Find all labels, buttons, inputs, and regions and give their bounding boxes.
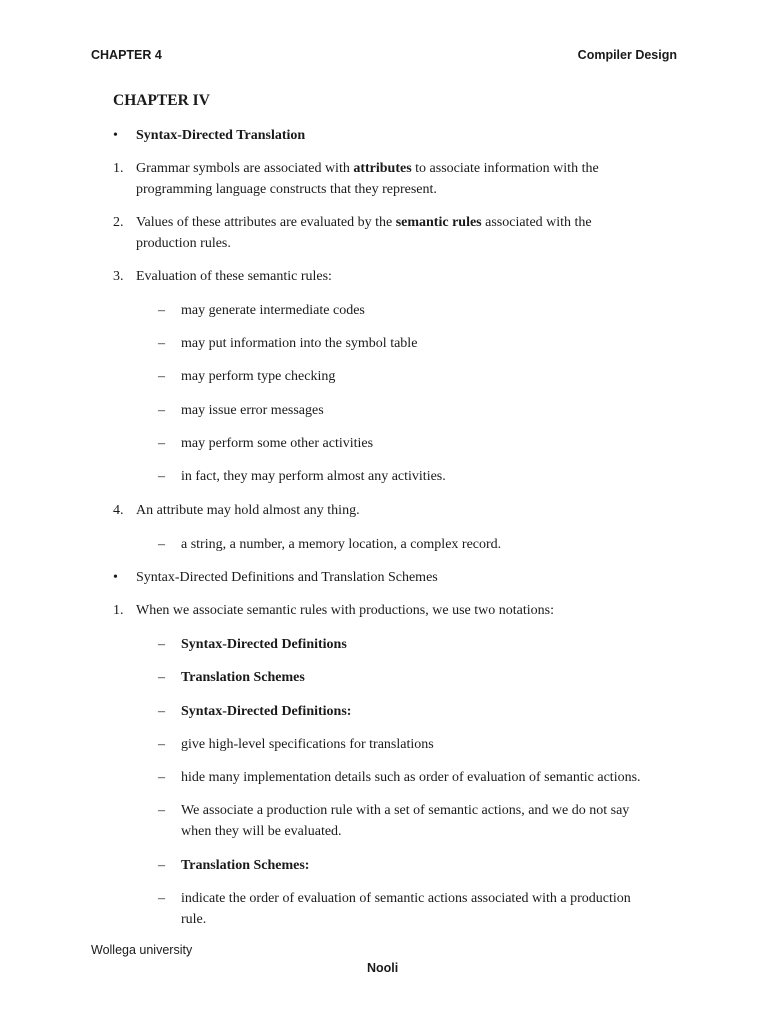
footer-university: Wollega university (91, 943, 193, 957)
bullet: • (113, 128, 118, 143)
sub-item-text: hide many implementation details such as order of evaluation of semantic actions. (181, 770, 641, 785)
footer-author: Nooli (367, 961, 399, 975)
dash: – (158, 670, 165, 685)
sub-item-text: rule. (181, 912, 207, 927)
list-number: 4. (113, 503, 124, 518)
dash: – (158, 403, 165, 418)
dash: – (158, 770, 165, 785)
bold-term: semantic rules (395, 215, 482, 230)
sub-item-text: Translation Schemes (181, 670, 305, 685)
dash: – (158, 469, 165, 484)
list-number: 1. (113, 161, 124, 176)
sub-item-text: may put information into the symbol table (181, 336, 418, 351)
dash: – (158, 436, 165, 451)
list-text: An attribute may hold almost any thing. (136, 503, 360, 518)
dash: – (158, 891, 165, 906)
text-run: Values of these attributes are evaluated by the (136, 215, 396, 230)
dash: – (158, 704, 165, 719)
bullet: • (113, 570, 118, 585)
bold-term: attributes (353, 161, 412, 176)
sub-item-text: Translation Schemes: (181, 858, 310, 873)
dash: – (158, 336, 165, 351)
dash: – (158, 369, 165, 384)
list-text (136, 212, 592, 233)
sub-item-text: may generate intermediate codes (181, 303, 365, 318)
sub-item-text: We associate a production rule with a set of semantic actions, and we do not say (181, 803, 630, 818)
dash: – (158, 803, 165, 818)
header-course: Compiler Design (577, 48, 677, 62)
list-number: 2. (113, 215, 124, 230)
sub-item-text: Syntax-Directed Definitions (181, 637, 347, 652)
sub-item-text: in fact, they may perform almost any activities. (181, 469, 446, 484)
dash: – (158, 737, 165, 752)
list-text (136, 158, 599, 179)
header-chapter: CHAPTER 4 (91, 48, 162, 62)
sub-item-text: may perform some other activities (181, 436, 374, 451)
sub-item-text: may perform type checking (181, 369, 336, 384)
sub-item-text: give high-level specifications for translations (181, 737, 434, 752)
dash: – (158, 303, 165, 318)
sub-item-text: a string, a number, a memory location, a complex record. (181, 537, 502, 552)
sub-item-text: Syntax-Directed Definitions: (181, 704, 352, 719)
sub-item-text: may issue error messages (181, 403, 324, 418)
sub-item-text: indicate the order of evaluation of semantic actions associated with a production (181, 891, 631, 906)
dash: – (158, 637, 165, 652)
list-text: When we associate semantic rules with productions, we use two notations: (136, 603, 554, 618)
text-run: associated with the (481, 215, 592, 230)
dash: – (158, 537, 165, 552)
list-text: Evaluation of these semantic rules: (136, 269, 332, 284)
page-title: CHAPTER IV (113, 92, 210, 109)
list-text: programming language constructs that they represent. (136, 182, 437, 197)
list-number: 1. (113, 603, 124, 618)
section-heading-text: Syntax-Directed Translation (136, 128, 306, 143)
text-run: to associate information with the (411, 161, 599, 176)
list-text: production rules. (136, 236, 231, 251)
section-heading-text: Syntax-Directed Definitions and Translation Schemes (136, 570, 438, 585)
list-number: 3. (113, 269, 124, 284)
dash: – (158, 858, 165, 873)
text-run: Grammar symbols are associated with (136, 161, 354, 176)
sub-item-text: when they will be evaluated. (181, 824, 342, 839)
